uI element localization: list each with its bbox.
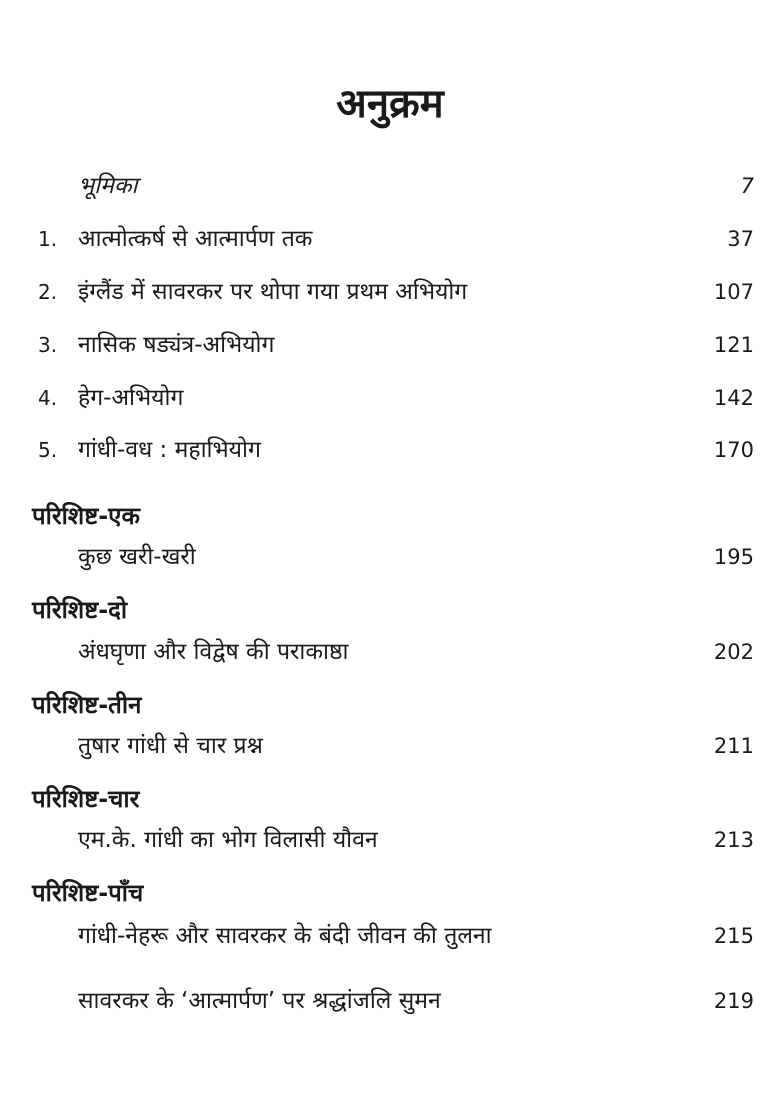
toc-entry-label: सावरकर के ‘आत्मार्पण’ पर श्रद्धांजलि सुमन [78, 988, 441, 1014]
toc-entry-page: 195 [713, 545, 754, 569]
appendix-heading: परिशिष्ट-एक [32, 502, 140, 530]
toc-entry-page: 170 [713, 438, 754, 462]
appendix-heading: परिशिष्ट-तीन [32, 691, 142, 719]
toc-entry-page: 37 [727, 227, 754, 251]
toc-entry-number: 1. [38, 227, 58, 251]
toc-entry-number: 2. [38, 280, 58, 304]
toc-entry-page: 202 [713, 640, 754, 664]
toc-entry-chapter-1 [0, 221, 780, 257]
toc-entry-label: हेग-अभियोग [78, 385, 184, 411]
toc-entry-appendix-1 [0, 539, 780, 575]
toc-entry-chapter-5 [0, 432, 780, 468]
toc-entry-label: एम.के. गांधी का भोग विलासी यौवन [78, 827, 378, 853]
toc-entry-label: इंग्लैंड में सावरकर पर थोपा गया प्रथम अभियोग [78, 279, 468, 305]
toc-entry-appendix-2 [0, 634, 780, 670]
toc-entry-label: गांधी-वध : महाभियोग [78, 437, 261, 463]
page-title: अनुक्रम [336, 81, 444, 127]
toc-entry-number: 5. [38, 438, 58, 462]
toc-entry-page: 213 [713, 828, 754, 852]
toc-entry-page: 121 [713, 333, 754, 357]
toc-entry-label: तुषार गांधी से चार प्रश्न [78, 733, 263, 759]
toc-entry-appendix-4 [0, 822, 780, 858]
toc-entry-page: 142 [713, 386, 754, 410]
toc-entry-page: 107 [713, 280, 754, 304]
toc-entry-chapter-4 [0, 380, 780, 416]
toc-entry-chapter-3 [0, 327, 780, 363]
toc-entry-page: 219 [713, 989, 754, 1013]
toc-entry-page: 7 [740, 174, 754, 198]
toc-entry-page: 211 [713, 734, 754, 758]
toc-entry-number: 3. [38, 333, 58, 357]
toc-entry-appendix-3 [0, 728, 780, 764]
appendix-heading: परिशिष्ट-दो [32, 596, 128, 624]
toc-entry-appendix-5a [0, 918, 780, 954]
toc-entry-chapter-2 [0, 274, 780, 310]
toc-entry-label: नासिक षड्यंत्र-अभियोग [78, 332, 275, 358]
appendix-heading: परिशिष्ट-चार [32, 785, 140, 813]
toc-entry-label: अंधघृणा और विद्वेष की पराकाष्ठा [78, 639, 349, 665]
toc-entry-appendix-5b [0, 983, 780, 1019]
toc-entry-label: भूमिका [78, 173, 138, 199]
toc-entry-label: कुछ खरी-खरी [78, 544, 196, 570]
toc-entry-label: गांधी-नेहरू और सावरकर के बंदी जीवन की तुलना [78, 923, 492, 949]
appendix-heading: परिशिष्ट-पाँच [32, 879, 144, 907]
toc-entry-preface [0, 168, 780, 204]
toc-entry-number: 4. [38, 386, 58, 410]
toc-entry-page: 215 [713, 924, 754, 948]
toc-entry-label: आत्मोत्कर्ष से आत्मार्पण तक [78, 226, 313, 252]
